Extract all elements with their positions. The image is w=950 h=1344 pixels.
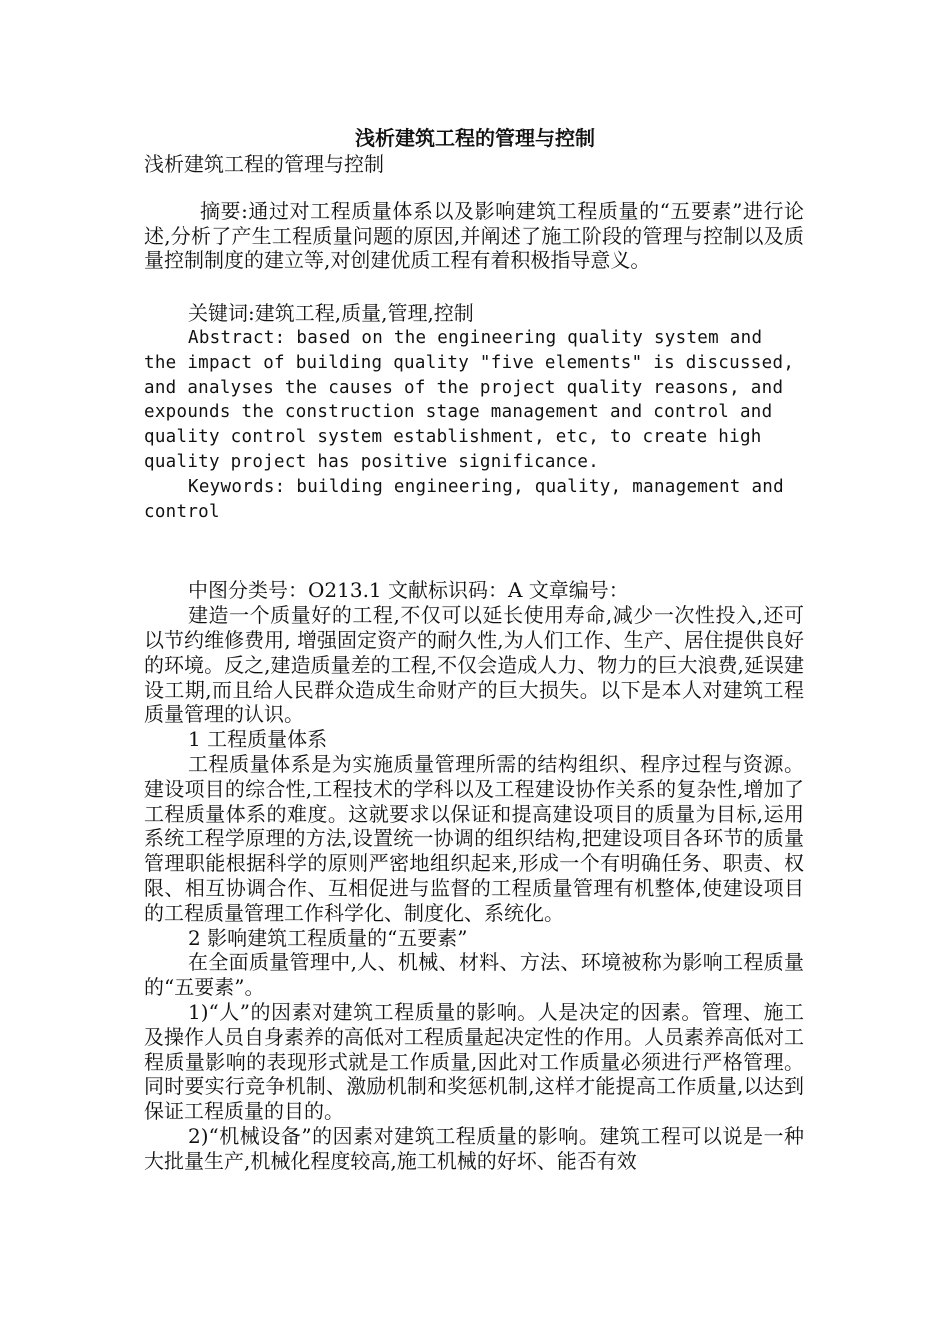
document-body (144, 152, 804, 1173)
section-1-paragraph: 工程质量体系是为实施质量管理所需的结构组织、程序过程与资源。建设项目的综合性,工程技术的学科以及工程建设协作关系的复杂性,增加了工程质量体系的难度。这就要求以保证和提高建设项目的质量为目标,运用系统工程学原理的方法,设置统一协调的组织结构,把建设项目各环节的质量管理职能根据科学的原则严密地组织起来,形成一个有明确任务、职责、权限、相互协调合作、互相促进与监督的工程质量管理有机整体,使建设项目的工程质量管理工作科学化、制度化、系统化。 (144, 751, 804, 925)
section-2-heading: 2 影响建筑工程质量的“五要素” (188, 925, 468, 950)
list-item-people: 1)“人”的因素对建筑工程质量的影响。人是决定的因素。管理、施工及操作人员自身素养的高低对工程质量起决定性的作用。人员素养高低对工程质量影响的表现形式就是工作质量,因此对工作质量必须进行严格管理。同时要实行竞争机制、激励机制和奖惩机制,这样才能提高工作质量,以达到保证工程质量的目的。 (144, 999, 804, 1124)
classification-line: 中图分类号：O213.1 文献标识码：A 文章编号： (188, 578, 629, 603)
keywords-cn: 关键词:建筑工程,质量,管理,控制 (188, 301, 474, 326)
list-item-machinery: 2)“机械设备”的因素对建筑工程质量的影响。建筑工程可以说是一种大批量生产,机械化程度较高,施工机械的好坏、能否有效 (144, 1123, 804, 1173)
section-2-paragraph: 在全面质量管理中,人、机械、材料、方法、环境被称为影响工程质量的“五要素”。 (144, 950, 804, 1000)
abstract-cn: 摘要:通过对工程质量体系以及影响建筑工程质量的“五要素”进行论述,分析了产生工程质量问题的原因,并阐述了施工阶段的管理与控制以及质量控制制度的建立等,对创建优质工程有着积极指导意义。 (144, 198, 804, 273)
document-subtitle: 浅析建筑工程的管理与控制 (144, 152, 384, 176)
document-title: 浅析建筑工程的管理与控制 (355, 126, 595, 150)
intro-paragraph: 建造一个质量好的工程,不仅可以延长使用寿命,减少一次性投入,还可以节约维修费用, 增强固定资产的耐久性,为人们工作、生产、居住提供良好的环境。反之,建造质量差的工程,不仅会造成人力、物力的巨大浪费,延误建设工期,而且给人民群众造成生命财产的巨大损失。以下是本人对建筑工程质量管理的认识。 (144, 603, 804, 727)
section-1-heading: 1 工程质量体系 (188, 727, 328, 752)
keywords-en: Keywords: building engineering, quality, management and control (144, 476, 784, 522)
abstract-en: Abstract: based on the engineering quality system and the impact of building quality "five elements" is discussed, and analyses the causes of the project quality reasons, and expounds the construction stage management and control and quality control system establishment, etc, to create high quality project has positive significance. (144, 327, 795, 472)
